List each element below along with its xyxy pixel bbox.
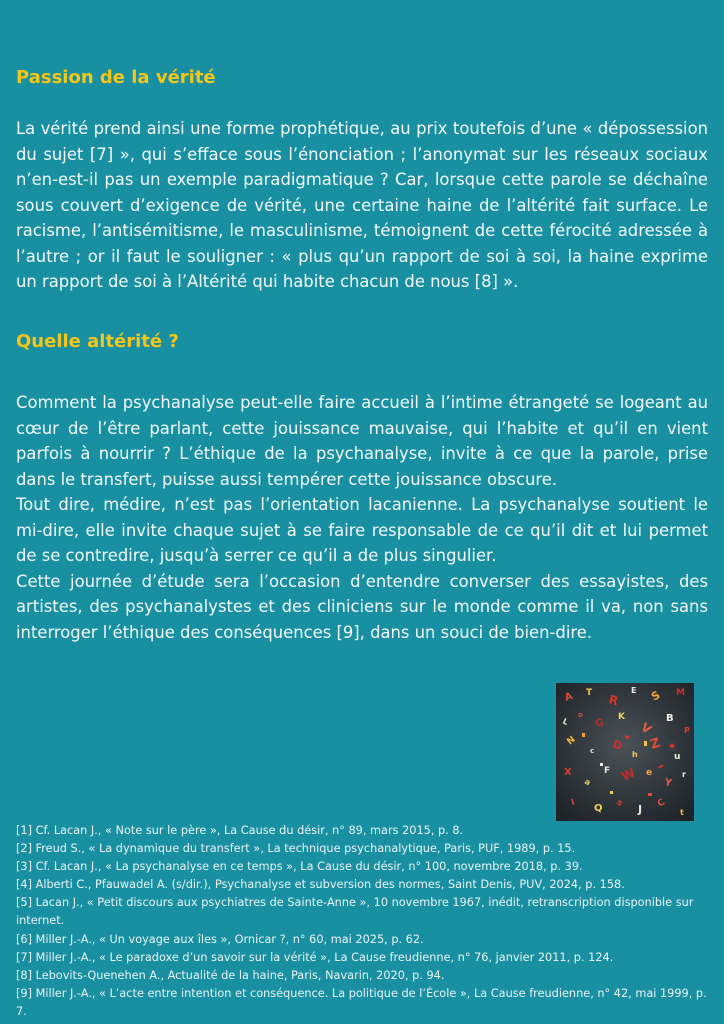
footnotes-list (16, 822, 708, 1021)
footnote: [3] Cf. Lacan J., « La psychanalyse en ce temps », La Cause du désir, n° 100, novembre 2018, p. 39. (16, 860, 583, 874)
scattered-letters-image (556, 683, 694, 821)
footnote: [9] Miller J.-A., « L’acte entre intention et conséquence. La politique de l’École », La Cause freudienne, n° 42, mai 1999, p. 7. (16, 986, 707, 1018)
svg-text:r: r (682, 770, 686, 779)
footnote: [6] Miller J.-A., « Un voyage aux îles », Ornicar ?, n° 60, mai 2025, p. 62. (16, 932, 424, 946)
footnote: [8] Lebovits-Quenehen A., Actualité de la haine, Paris, Navarin, 2020, p. 94. (16, 968, 445, 982)
svg-text:C: C (655, 797, 668, 810)
svg-text:P: P (684, 726, 690, 735)
svg-text:V: V (638, 719, 654, 737)
svg-text:X: X (564, 767, 572, 778)
svg-text:S: S (649, 688, 663, 704)
footnote: [7] Miller J.-A., « Le paradoxe d’un savoir sur la vérité », La Cause freudienne, n° 76, janvier 2011, p. 124. (16, 950, 614, 964)
svg-text:A: A (563, 690, 575, 704)
paragraph-alterite-2: Tout dire, médire, n’est pas l’orientation lacanienne. La psychanalyse soutient le mi-dire, elle invite chaque sujet à se faire responsable de ce qu’il dit et lui permet de se contredire, jusqu’à serrer ce qu’il a de plus singulier. (16, 495, 708, 565)
svg-text:c: c (590, 747, 595, 755)
svg-text:B: B (666, 713, 674, 724)
svg-text:W: W (619, 765, 638, 784)
svg-text:E: E (631, 686, 637, 695)
section-title-passion: Passion de la vérité (16, 67, 216, 88)
svg-text:Q: Q (594, 803, 603, 814)
footnote: [4] Alberti C., Pfauwadel A. (s/dir.), Psychanalyse et subversion des normes, Saint Denis, PUV, 2024, p. 158. (16, 878, 625, 892)
svg-text:s: s (614, 797, 625, 809)
svg-text:D: D (610, 737, 625, 753)
svg-text:h: h (632, 750, 638, 759)
paragraph-alterite-1: Comment la psychanalyse peut-elle faire accueil à l’intime étrangeté se logeant au cœur de l’être parlant, cette jouissance mauvaise, qui l’habite et qu’il en vient parfois à nourrir ? L’éthique de la psychanalyse, invite à ce que la parole, prise dans le transfert, puisse aussi tempérer cette jouissance obscure. (16, 393, 708, 489)
svg-text:G: G (594, 717, 605, 730)
svg-text:J: J (638, 803, 643, 816)
svg-text:K: K (618, 712, 625, 722)
svg-text:o: o (578, 711, 583, 719)
svg-text:e: e (646, 768, 653, 778)
svg-text:L: L (561, 716, 570, 727)
svg-text:a: a (583, 776, 593, 788)
svg-text:N: N (565, 734, 578, 748)
svg-text:t: t (680, 808, 684, 817)
section-title-alterite: Quelle altérité ? (16, 331, 179, 352)
footnote: [1] Cf. Lacan J., « Note sur le père », La Cause du désir, n° 89, mars 2015, p. 8. (16, 824, 464, 837)
svg-text:Z: Z (648, 735, 663, 753)
paragraph-alterite-3: Cette journée d’étude sera l’occasion d’entendre converser des essayistes, des artistes, des psychanalystes et des cliniciens sur le monde comme il va, non sans interroger l’éthique des conséquences [9], dans un souci de bien-dire. (16, 571, 708, 642)
svg-text:I: I (570, 797, 576, 807)
svg-text:Y: Y (663, 777, 673, 790)
svg-text:T: T (586, 688, 593, 698)
svg-text:u: u (674, 752, 681, 762)
paragraph-passion: La vérité prend ainsi une forme prophétique, au prix toutefois d’une « dépossession du sujet [7] », qui s’efface sous l’énonciation ; l’anonymat sur les réseaux sociaux n’en-est-il pas un exemple paradigmatique ? Car, lorsque cette parole se déchaîne sous couvert d’exigence de vérité, une certaine haine de l’altérité fait surface. Le racisme, l’antisémitisme, le masculinisme, témoignent de cette férocité adressée à l’autre ; or il faut le souligner : « plus qu’un rapport de soi à soi, la haine exprime un rapport de soi à l’Altérité qui habite chacun de nous [8] ». (16, 119, 708, 291)
paragraphs-alterite (16, 390, 708, 645)
svg-text:M: M (676, 688, 685, 698)
footnote: [2] Freud S., « La dynamique du transfert », La technique psychanalytique, Paris, PUF, 1989, p. 15. (16, 842, 576, 856)
svg-text:R: R (607, 692, 620, 709)
footnote: [5] Lacan J., « Petit discours aux psychiatres de Sainte-Anne », 10 novembre 1967, inédit, retranscription disponible sur internet. (16, 896, 694, 928)
svg-text:F: F (604, 766, 611, 776)
